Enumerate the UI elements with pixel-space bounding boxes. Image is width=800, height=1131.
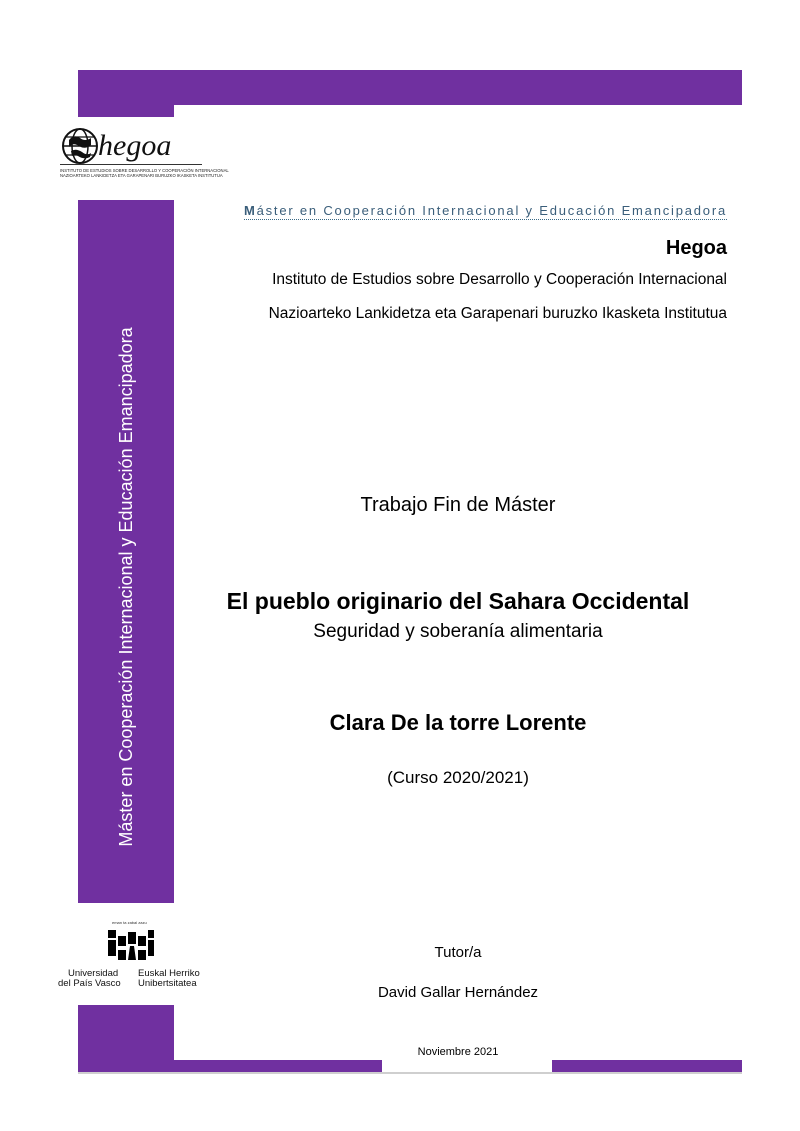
institute-name-es: Instituto de Estudios sobre Desarrollo y Cooperación Internacional: [272, 271, 727, 288]
hegoa-divider: [60, 164, 202, 165]
upv-name-es-line2: del País Vasco: [58, 978, 121, 989]
tutor-name: David Gallar Hernández: [377, 984, 539, 1001]
upv-motto: eman ta zabal zazu: [112, 920, 147, 925]
side-column-label: Máster en Cooperación Internacional y Educación Emancipadora: [116, 327, 136, 847]
institute-name-eu: Nazioarteko Lankidetza eta Garapenari buruzko Ikasketa Institutua: [268, 305, 727, 322]
master-header-initial: M: [243, 203, 257, 218]
hegoa-logo: [58, 124, 229, 184]
master-header: [244, 203, 727, 220]
submission-date: Noviembre 2021: [417, 1046, 499, 1058]
work-type: Trabajo Fin de Máster: [360, 494, 556, 516]
thesis-subtitle: Seguridad y soberanía alimentaria: [313, 621, 603, 642]
hegoa-subtitle-es: INSTITUTO DE ESTUDIOS SOBRE DESARROLLO Y COOPERACIÓN INTERNACIONAL: [60, 168, 229, 173]
thesis-title: El pueblo originario del Sahara Occidental: [226, 588, 690, 614]
hegoa-globe-icon: [60, 126, 100, 166]
upv-ehu-logo: [56, 920, 216, 990]
bottom-shadow: [78, 1072, 742, 1074]
tutor-label: Tutor/a: [434, 944, 482, 961]
course-year: (Curso 2020/2021): [387, 768, 529, 787]
upv-name-es-line1: Universidad: [68, 968, 119, 979]
bottom-strip-left: [174, 1060, 382, 1072]
author-name: Clara De la torre Lorente: [329, 710, 587, 735]
bottom-strip-right: [552, 1060, 742, 1072]
hegoa-wordmark: hegoa: [98, 129, 172, 162]
upv-ehu-tree-icon: [106, 926, 156, 964]
top-band-extension: [78, 105, 174, 117]
upv-name-eu-line1: Euskal Herriko: [138, 968, 200, 979]
bottom-left-block: [78, 1005, 174, 1072]
upv-name-eu-line2: Unibertsitatea: [138, 978, 197, 989]
institution-name: Hegoa: [665, 237, 727, 259]
master-header-rest: áster en Cooperación Internacional y Educación Emancipadora: [256, 203, 727, 218]
hegoa-subtitle-eu: NAZIOARTEKO LANKIDETZA ETA GARAPENARI BURUZKO IKASKETA INSTITUTUA: [60, 173, 223, 178]
top-band: [78, 70, 742, 105]
